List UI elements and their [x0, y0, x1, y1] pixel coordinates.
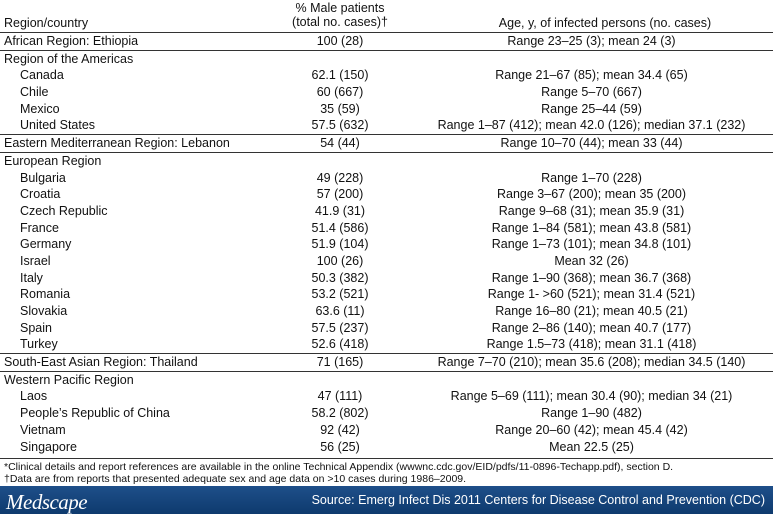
- header-male-pct-line1: % Male patients: [295, 1, 385, 15]
- row-age: Range 23–25 (3); mean 24 (3): [507, 34, 676, 48]
- row-name: Germany: [20, 237, 72, 252]
- row-name: Croatia: [20, 187, 61, 202]
- row-male-pct: 49 (228): [316, 170, 364, 185]
- row-age: Range 1- >60 (521); mean 31.4 (521): [487, 287, 696, 302]
- table-row: [0, 439, 773, 456]
- row-male-pct: 60 (667): [316, 85, 364, 100]
- footnotes: [0, 458, 773, 485]
- table-row: [0, 236, 773, 253]
- row-male-pct: 63.6 (11): [315, 304, 365, 318]
- row-name: African Region: Ethiopia: [4, 34, 139, 48]
- table-row: [0, 67, 773, 84]
- row-age: Range 1–70 (228): [541, 170, 642, 185]
- row-age: Range 1–90 (482): [541, 406, 642, 421]
- source-credit: Source: Emerg Infect Dis 2011 Centers for Disease Control and Prevention (CDC): [311, 493, 765, 507]
- row-male-pct: 47 (111): [317, 389, 363, 404]
- row-male-pct: 71 (165): [316, 355, 364, 370]
- row-name: Mexico: [20, 101, 60, 116]
- row-male-pct: 35 (59): [320, 101, 360, 116]
- row-male-pct: 51.4 (586): [311, 220, 369, 235]
- header-male-pct: [270, 1, 410, 29]
- row-name: Laos: [20, 389, 48, 404]
- row-age: Range 1.5–73 (418); mean 31.1 (418): [486, 337, 697, 352]
- header-region: Region/country: [4, 16, 89, 30]
- row-name: Italy: [20, 270, 43, 285]
- table-row: [0, 203, 773, 220]
- row-age: Range 1–73 (101); mean 34.8 (101): [491, 237, 692, 252]
- row-age: Mean 32 (26): [554, 253, 629, 268]
- medscape-logo[interactable]: Medscape: [6, 490, 88, 514]
- table-row: [0, 170, 773, 187]
- table-row: [0, 220, 773, 237]
- row-name: Turkey: [20, 337, 58, 352]
- row-age: Range 21–67 (85); mean 34.4 (65): [495, 68, 688, 83]
- table-row: [0, 270, 773, 287]
- row-name: Vietnam: [20, 422, 66, 437]
- footnote-dagger: †Data are from reports that presented adequate sex and age data on >10 cases during 1986–2009.: [4, 473, 467, 485]
- table-row: [0, 253, 773, 270]
- row-age: Range 2–86 (140); mean 40.7 (177): [491, 320, 692, 335]
- row-male-pct: 58.2 (802): [311, 406, 369, 421]
- row-name: South-East Asian Region: Thailand: [4, 355, 198, 370]
- row-name: Slovakia: [20, 304, 68, 318]
- table-row: [0, 422, 773, 439]
- row-male-pct: 57.5 (632): [311, 118, 369, 133]
- table-row: [0, 186, 773, 203]
- row-name: Western Pacific Region: [4, 372, 134, 387]
- row-male-pct: 41.9 (31): [314, 203, 366, 218]
- row-age: Range 16–80 (21); mean 40.5 (21): [495, 304, 688, 318]
- table-row: [0, 117, 773, 134]
- row-age: Range 1–87 (412); mean 42.0 (126); median 37.1 (232): [437, 118, 746, 133]
- row-age: Range 9–68 (31); mean 35.9 (31): [498, 203, 685, 218]
- row-male-pct: 62.1 (150): [311, 68, 369, 83]
- row-age: Range 5–70 (667): [541, 85, 642, 100]
- row-male-pct: 50.3 (382): [311, 270, 369, 285]
- row-male-pct: 57.5 (237): [311, 320, 369, 335]
- row-age: Range 25–44 (59): [541, 101, 642, 116]
- table-row: [0, 50, 773, 68]
- row-name: United States: [20, 118, 96, 133]
- table-header: [0, 0, 773, 33]
- table-row: [0, 336, 773, 353]
- row-age: Range 1–84 (581); mean 43.8 (581): [491, 220, 692, 235]
- table-row: [0, 33, 773, 50]
- row-age: Range 10–70 (44); mean 33 (44): [500, 136, 683, 151]
- table-row: [0, 286, 773, 303]
- row-age: Range 3–67 (200); mean 35 (200): [496, 187, 686, 202]
- row-name: Singapore: [20, 439, 77, 454]
- row-name: Region of the Americas: [4, 51, 134, 66]
- row-name: Canada: [20, 68, 64, 83]
- row-name: France: [20, 220, 59, 235]
- row-age: Range 20–60 (42); mean 45.4 (42): [495, 422, 688, 437]
- footer-bar: [0, 486, 773, 514]
- row-male-pct: 51.9 (104): [311, 237, 369, 252]
- row-name: Eastern Mediterranean Region: Lebanon: [4, 136, 230, 151]
- row-age: Range 5–69 (111); mean 30.4 (90); median 34 (21): [450, 389, 733, 404]
- row-name: Bulgaria: [20, 170, 66, 185]
- row-male-pct: 100 (28): [316, 34, 364, 48]
- row-name: Spain: [20, 320, 52, 335]
- table-row: [0, 320, 773, 337]
- row-male-pct: 100 (26): [316, 253, 364, 268]
- table-row: [0, 84, 773, 101]
- row-male-pct: 54 (44): [320, 136, 360, 151]
- table-row: [0, 405, 773, 422]
- footnote-star: *Clinical details and report references are available in the online Technical Appendix (wwwnc.cdc.gov/EID/pdfs/11-0896-Techapp.pdf), section D.: [4, 461, 674, 473]
- table-body: [0, 33, 773, 455]
- table-row: [0, 134, 773, 152]
- table-row: [0, 388, 773, 405]
- row-name: People’s Republic of China: [20, 406, 170, 421]
- row-male-pct: 57 (200): [316, 187, 364, 202]
- header-male-pct-line2: (total no. cases)†: [292, 15, 388, 29]
- row-male-pct: 52.6 (418): [311, 337, 369, 352]
- table-row: [0, 303, 773, 320]
- row-age: Range 1–90 (368); mean 36.7 (368): [491, 270, 692, 285]
- row-name: Chile: [20, 85, 49, 100]
- row-male-pct: 92 (42): [320, 422, 360, 437]
- table-row: [0, 371, 773, 389]
- row-age: Range 7–70 (210); mean 35.6 (208); median 34.5 (140): [437, 355, 746, 370]
- table-row: [0, 353, 773, 371]
- row-name: European Region: [4, 153, 102, 168]
- row-name: Israel: [20, 253, 51, 268]
- row-age: Mean 22.5 (25): [549, 439, 634, 454]
- header-age: Age, y, of infected persons (no. cases): [498, 16, 712, 30]
- row-name: Romania: [20, 287, 71, 302]
- row-name: Czech Republic: [20, 203, 108, 218]
- row-male-pct: 56 (25): [320, 439, 360, 454]
- row-male-pct: 53.2 (521): [311, 287, 369, 302]
- table-row: [0, 101, 773, 118]
- table-row: [0, 152, 773, 170]
